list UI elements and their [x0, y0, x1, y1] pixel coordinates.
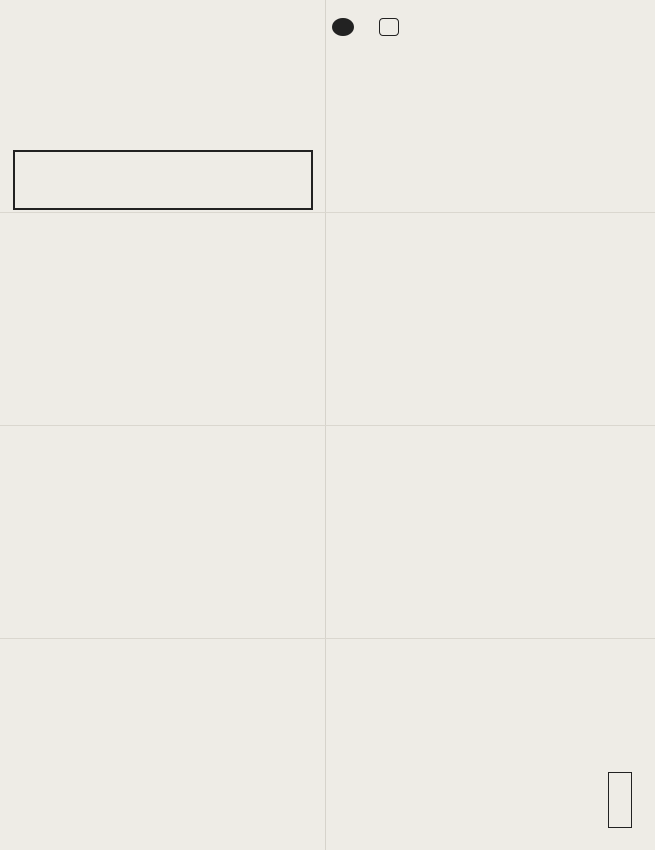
old-forester-logo [379, 18, 399, 36]
fold-line-1 [0, 212, 655, 213]
tickets-section [13, 481, 28, 483]
credits-column [332, 12, 492, 42]
title-box [13, 150, 313, 210]
more-info-section [568, 508, 638, 514]
cruzan-logo [332, 18, 354, 36]
fold-line-3 [0, 638, 655, 639]
postage-indicia [608, 772, 632, 828]
cocktail-logos [332, 18, 492, 36]
fold-line-2 [0, 425, 655, 426]
